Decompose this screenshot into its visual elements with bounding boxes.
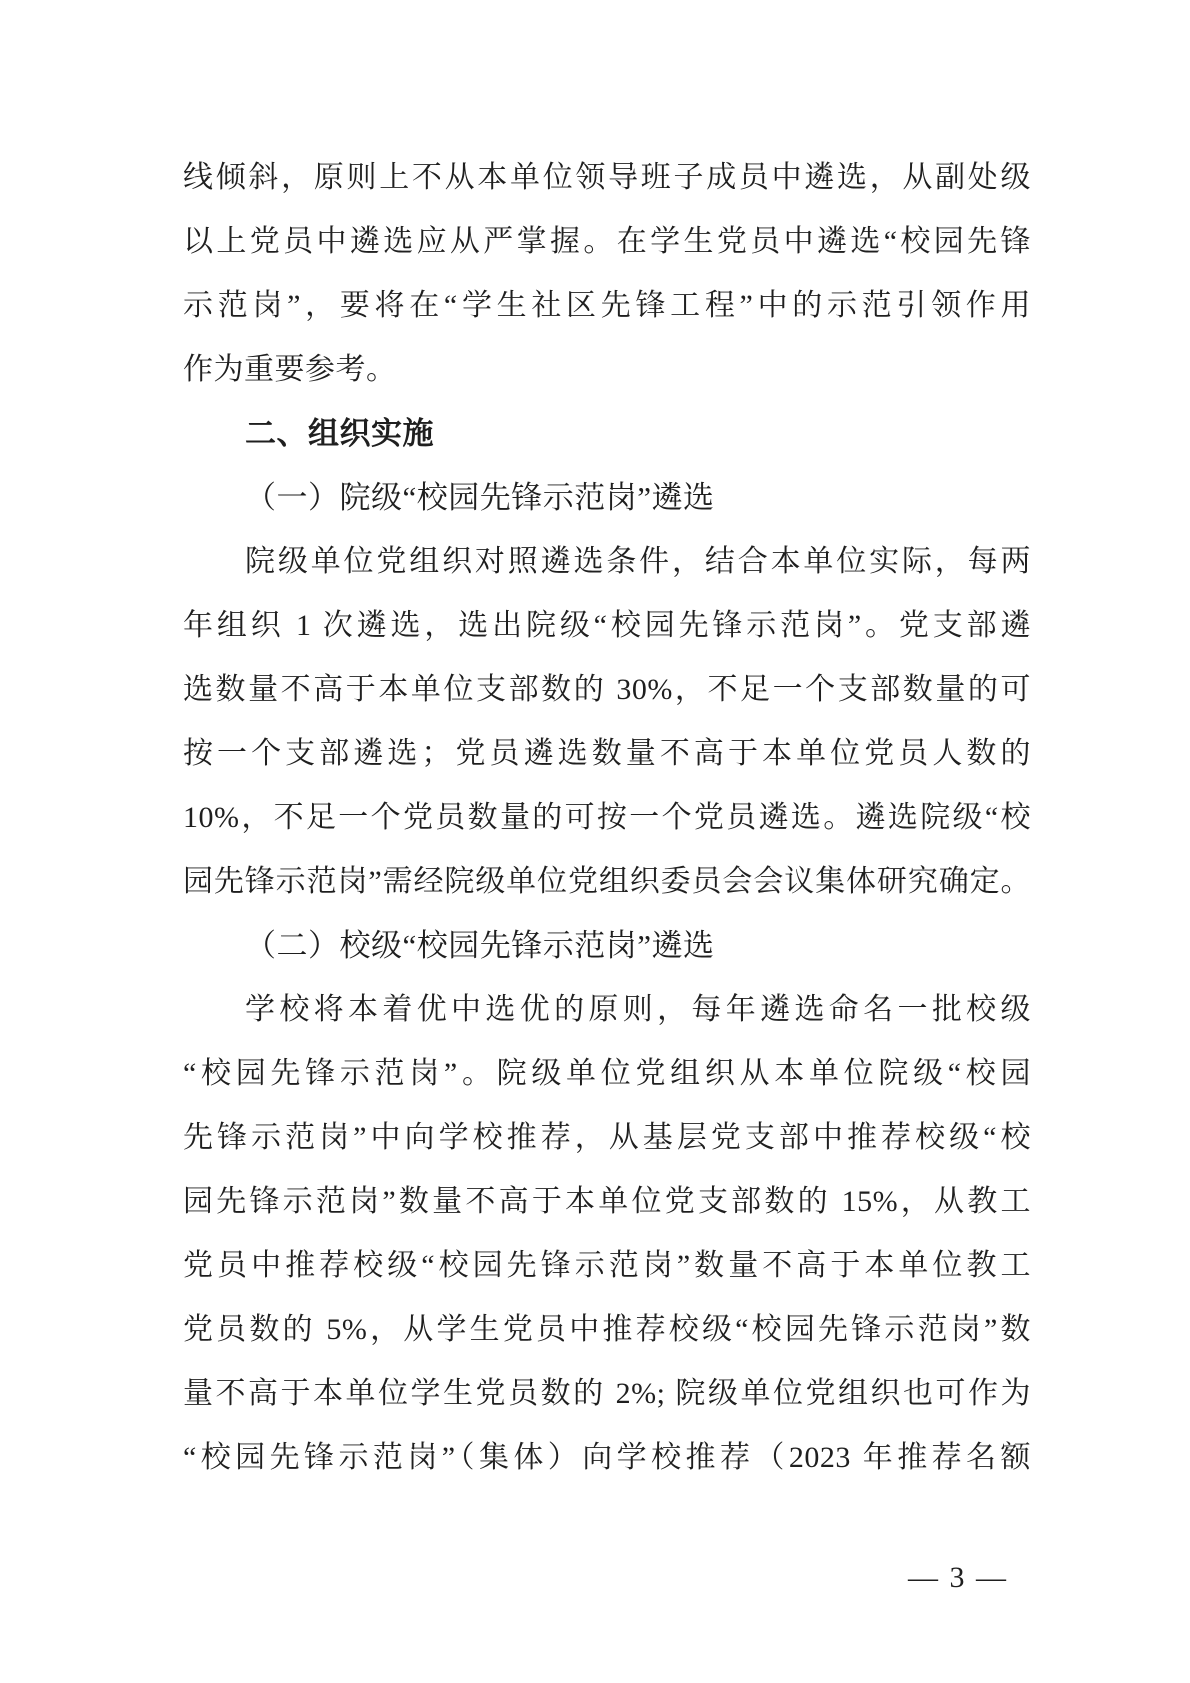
subsection-heading: （二）校级“校园先锋示范岗”遴选 (245, 928, 715, 963)
body-line: 年组织 1 次遴选，选出院级“校园先锋示范岗”。党支部遴 (183, 609, 1031, 642)
body-line: “校园先锋示范岗”（集体）向学校推荐（2023 年推荐名额 (183, 1441, 1031, 1474)
body-line: 院级单位党组织对照遴选条件，结合本单位实际，每两 (245, 545, 1031, 578)
body-line: 园先锋示范岗”需经院级单位党组织委员会会议集体研究确定。 (183, 865, 1031, 898)
body-line: 以上党员中遴选应从严掌握。在学生党员中遴选“校园先锋 (183, 225, 1031, 258)
body-line: 作为重要参考。 (183, 353, 397, 386)
page-number: — 3 — (908, 1561, 1008, 1594)
body-line: 按一个支部遴选；党员遴选数量不高于本单位党员人数的 (183, 737, 1031, 770)
body-line: 线倾斜，原则上不从本单位领导班子成员中遴选，从副处级 (183, 161, 1031, 194)
body-line: 先锋示范岗”中向学校推荐，从基层党支部中推荐校级“校 (183, 1121, 1031, 1154)
body-line: “校园先锋示范岗”。院级单位党组织从本单位院级“校园 (183, 1057, 1031, 1090)
body-line: 10%，不足一个党员数量的可按一个党员遴选。遴选院级“校 (183, 801, 1031, 834)
body-line: 选数量不高于本单位支部数的 30%，不足一个支部数量的可 (183, 673, 1031, 706)
body-line: 党员中推荐校级“校园先锋示范岗”数量不高于本单位教工 (183, 1249, 1031, 1282)
body-line: 量不高于本单位学生党员数的 2%; 院级单位党组织也可作为 (183, 1377, 1031, 1410)
body-line: 园先锋示范岗”数量不高于本单位党支部数的 15%，从教工 (183, 1185, 1031, 1218)
section-heading: 二、组织实施 (245, 416, 434, 451)
subsection-heading: （一）院级“校园先锋示范岗”遴选 (245, 480, 715, 515)
body-line: 学校将本着优中选优的原则，每年遴选命名一批校级 (245, 993, 1031, 1026)
text-block (183, 146, 1031, 1490)
body-line: 党员数的 5%，从学生党员中推荐校级“校园先锋示范岗”数 (183, 1313, 1031, 1346)
body-line: 示范岗”，要将在“学生社区先锋工程”中的示范引领作用 (183, 289, 1031, 322)
